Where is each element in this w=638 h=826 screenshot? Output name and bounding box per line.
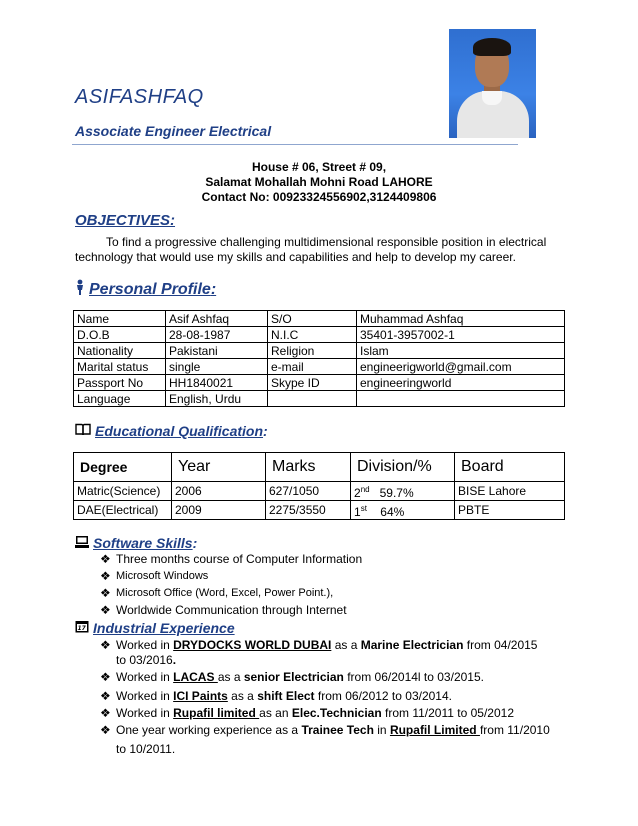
degree-cell: Matric(Science) xyxy=(74,482,172,501)
list-item: ❖ Worked in Rupafil limited as an Elec.Technician from 11/2011 to 05/2012 xyxy=(100,706,514,720)
profile-value-cell: engineeringworld xyxy=(357,375,565,391)
profile-label-cell: Nationality xyxy=(74,343,166,359)
table-row xyxy=(74,391,565,407)
table-row xyxy=(74,311,565,327)
header-degree: Degree xyxy=(74,453,172,482)
profile-value-cell: Asif Ashfaq xyxy=(166,311,268,327)
calendar-icon xyxy=(75,620,89,636)
profile-value-cell: single xyxy=(166,359,268,375)
header-year: Year xyxy=(172,453,266,482)
list-item: ❖ Worked in ICI Paints as a shift Elect from 06/2012 to 03/2014. xyxy=(100,689,452,703)
profile-photo xyxy=(449,29,536,138)
list-item: ❖ One year working experience as a Trainee Tech in Rupafil Limited from 11/2010 to 10/2011. xyxy=(100,723,550,756)
division-cell: 2nd 59.7% xyxy=(351,482,455,501)
education-header-row xyxy=(74,453,565,482)
applicant-name: ASIFASHFAQ xyxy=(75,86,204,108)
profile-label-cell: D.O.B xyxy=(74,327,166,343)
education-heading: Educational Qualification : xyxy=(75,423,268,439)
profile-value-cell: 28-08-1987 xyxy=(166,327,268,343)
header-division: Division/% xyxy=(351,453,455,482)
profile-label-cell: Passport No xyxy=(74,375,166,391)
industrial-experience-list xyxy=(100,638,550,759)
list-item: ❖ Three months course of Computer Information xyxy=(100,552,363,566)
software-skills-list xyxy=(100,551,362,619)
list-item: ❖ Worldwide Communication through Internet xyxy=(100,603,347,617)
profile-value-cell: HH1840021 xyxy=(166,375,268,391)
profile-label-cell xyxy=(268,391,357,407)
profile-value-cell: 35401-3957002-1 xyxy=(357,327,565,343)
computer-icon xyxy=(75,535,89,551)
personal-profile-table xyxy=(73,310,565,407)
list-item: ❖ Microsoft Office (Word, Excel, Power Point.), xyxy=(100,586,334,600)
book-icon xyxy=(75,423,91,439)
svg-text:17: 17 xyxy=(77,625,86,632)
personal-profile-heading: Personal Profile : xyxy=(75,279,216,300)
header-board: Board xyxy=(455,453,565,482)
profile-value-cell: engineerigworld@gmail.com xyxy=(357,359,565,375)
table-row xyxy=(74,327,565,343)
table-row xyxy=(74,359,565,375)
profile-label-cell: Skype ID xyxy=(268,375,357,391)
profile-value-cell: Pakistani xyxy=(166,343,268,359)
profile-label-cell: e-mail xyxy=(268,359,357,375)
year-cell: 2009 xyxy=(172,501,266,520)
profile-value-cell: English, Urdu xyxy=(166,391,268,407)
table-row xyxy=(74,501,565,520)
person-icon xyxy=(75,279,85,300)
table-row xyxy=(74,482,565,501)
profile-value-cell: Islam xyxy=(357,343,565,359)
objectives-heading: OBJECTIVES: xyxy=(75,212,176,229)
division-cell: 1st 64% xyxy=(351,501,455,520)
industrial-experience-heading: 17 Industrial Experience xyxy=(75,620,235,636)
list-item: ❖ Worked in DRYDOCKS WORLD DUBAI as a Marine Electrician from 04/2015 to 03/2016. xyxy=(100,638,538,667)
profile-label-cell: Language xyxy=(74,391,166,407)
marks-cell: 627/1050 xyxy=(266,482,351,501)
profile-label-cell: N.I.C xyxy=(268,327,357,343)
contact-numbers: Contact No: 00923324556902,3124409806 xyxy=(201,190,437,204)
table-row xyxy=(74,375,565,391)
address-line-2: Salamat Mohallah Mohni Road LAHORE xyxy=(205,175,433,189)
profile-value-cell: Muhammad Ashfaq xyxy=(357,311,565,327)
degree-cell: DAE(Electrical) xyxy=(74,501,172,520)
header-divider xyxy=(72,144,518,145)
profile-label-cell: Name xyxy=(74,311,166,327)
profile-label-cell: Marital status xyxy=(74,359,166,375)
marks-cell: 2275/3550 xyxy=(266,501,351,520)
education-table xyxy=(73,452,565,520)
address-line-1: House # 06, Street # 09, xyxy=(251,160,387,174)
objectives-text: To find a progressive challenging multidimensional responsible position in electrical technology that would use my skills and capabilities and help to develop my career. xyxy=(75,235,547,264)
profile-label-cell: S/O xyxy=(268,311,357,327)
list-item: ❖ Microsoft Windows xyxy=(100,569,209,583)
profile-label-cell: Religion xyxy=(268,343,357,359)
profile-value-cell xyxy=(357,391,565,407)
job-title: Associate Engineer Electrical xyxy=(75,123,272,139)
list-item: ❖ Worked in LACAS as a senior Electrician from 06/2014l to 03/2015. xyxy=(100,670,484,684)
board-cell: PBTE xyxy=(455,501,565,520)
software-skills-heading: Software Skills : xyxy=(75,535,197,551)
year-cell: 2006 xyxy=(172,482,266,501)
board-cell: BISE Lahore xyxy=(455,482,565,501)
header-marks: Marks xyxy=(266,453,351,482)
table-row xyxy=(74,343,565,359)
